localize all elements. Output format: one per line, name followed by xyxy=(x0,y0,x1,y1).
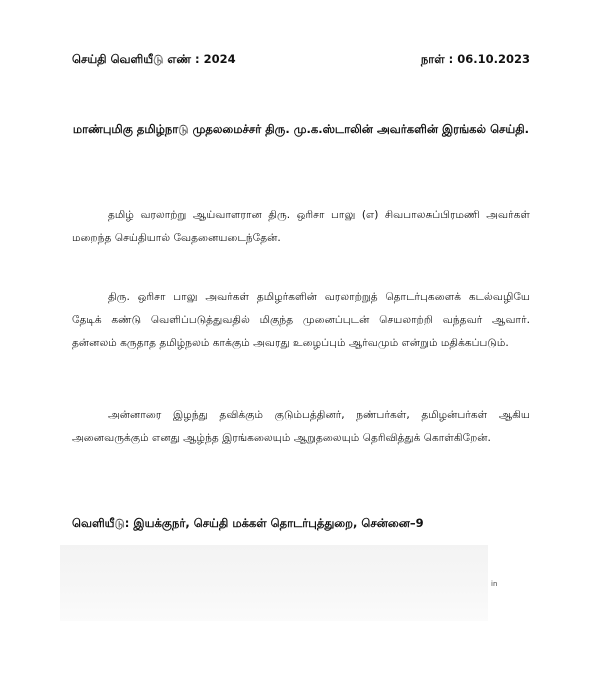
scan-shadow-band xyxy=(60,545,488,621)
issuer-footer: வெளியீடு: இயக்குநர், செய்தி மக்கள் தொடர்புத்துறை, சென்னை–9 xyxy=(72,516,424,530)
release-date: நாள் : 06.10.2023 xyxy=(420,52,530,66)
header-row xyxy=(72,51,530,69)
corner-mark: in xyxy=(491,580,498,588)
document-title: மாண்புமிகு தமிழ்நாடு முதலமைச்சர் திரு. மு.க.ஸ்டாலின் அவர்களின் இரங்கல் செய்தி. xyxy=(72,122,530,136)
release-number: செய்தி வெளியீடு எண் : 2024 xyxy=(72,52,236,66)
paragraph-3: அன்னாரை இழந்து தவிக்கும் குடும்பத்தினர், நண்பர்கள், தமிழன்பர்கள் ஆகிய அனைவருக்கும் எனது ஆழ்ந்த இரங்கலையும் ஆறுதலையும் தெரிவித்துக் கொள்கிறேன். xyxy=(72,409,530,444)
paragraph-1: தமிழ் வரலாற்று ஆய்வாளரான திரு. ஒரிசா பாலு (எ) சிவபாலசுப்பிரமணி அவர்கள் மறைந்த செய்தியால் வேதனையடைந்தேன். xyxy=(72,209,530,244)
paragraph-2: திரு. ஒரிசா பாலு அவர்கள் தமிழர்களின் வரலாற்றுத் தொடர்புகளைக் கடல்வழியே தேடிக் கண்டு வெளிப்படுத்துவதில் மிகுந்த முனைப்புடன் செயலாற்றி வந்தவர் ஆவார். தன்னலம் கருதாத தமிழ்நலம் காக்கும் அவரது உழைப்பும் ஆர்வமும் என்றும் மதிக்கப்படும். xyxy=(72,291,530,349)
